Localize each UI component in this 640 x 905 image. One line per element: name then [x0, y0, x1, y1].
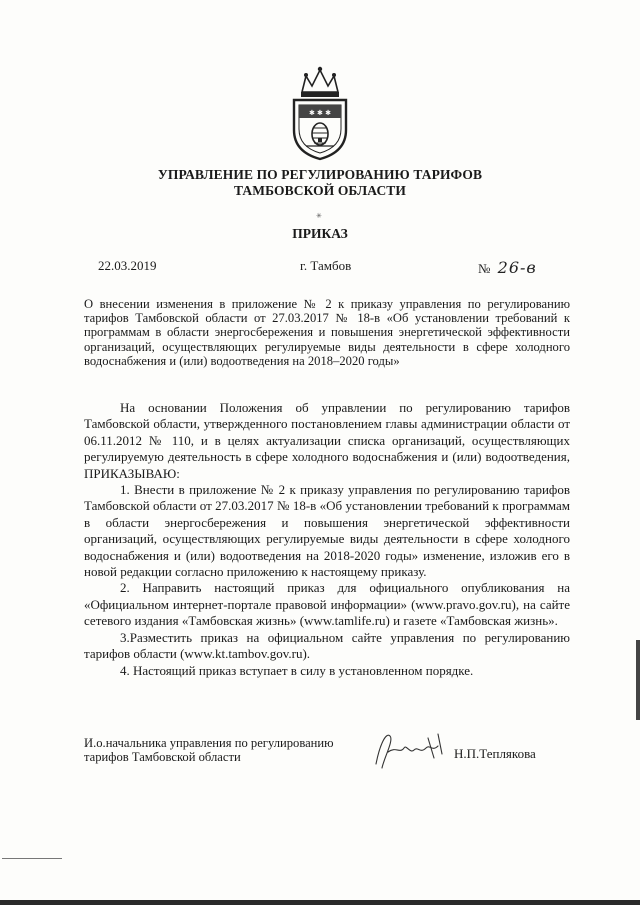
scan-mark: ✳: [316, 212, 322, 220]
tambov-coat-of-arms-icon: [288, 62, 352, 162]
org-name-line2: ТАМБОВСКОЙ ОБЛАСТИ: [233, 183, 407, 198]
body-item-1: 1. Внести в приложение № 2 к приказу управления по регулированию тарифов Тамбовской области от 27.03.2017 № 18-в «Об установлении требований к программам в области энергосбережения и повышения энергетической эффективности организаций, осуществляющих регулируемые виды деятельности в сфере холодного водоснабжения и (или) водоотведения на 2018-2020 годы» изменение, изложив его в новой редакции согласно приложению к настоящему приказу.: [84, 482, 570, 580]
order-city: г. Тамбов: [300, 258, 352, 273]
document-title: ПРИКАЗ: [292, 226, 348, 241]
body-item-4: 4. Настоящий приказ вступает в силу в установленном порядке.: [120, 662, 474, 678]
signatory-position-line2: тарифов Тамбовской области: [84, 750, 241, 764]
signatory-position-line1: И.о.начальника управления по регулированию: [84, 736, 334, 750]
signatory-name: Н.П.Теплякова: [454, 746, 536, 761]
svg-text:✱ ✱ ✱: ✱ ✱ ✱: [308, 109, 332, 117]
org-name-line1: УПРАВЛЕНИЕ ПО РЕГУЛИРОВАНИЮ ТАРИФОВ: [157, 167, 483, 182]
order-subject: О внесении изменения в приложение № 2 к приказу управления по регулированию тарифов Тамбовской области от 27.03.2017 № 18-в «Об установлении требований к программам в области энергосбережения и повышения энергетической эффективности организаций, осуществляющих регулируемые виды деятельности в сфере холодного водоснабжения и (или) водоотведения на 2018–2020 годы»: [84, 297, 570, 368]
order-number-handwritten: 26-в: [497, 258, 537, 277]
body-item-2: 2. Направить настоящий приказ для официального опубликования на «Официальном интернет-портале правовой информации» (www.pravo.gov.ru), на сайте сетевого издания «Тамбовская жизнь» (www.tamlife.ru) и газете «Тамбовская жизнь».: [84, 580, 570, 629]
scan-edge-right: [636, 640, 640, 720]
handwritten-signature-icon: [370, 724, 450, 774]
order-number: [478, 258, 537, 277]
scan-edge-bottom: [0, 900, 640, 905]
signatory-position: [84, 736, 334, 764]
body-item-3: 3.Разместить приказ на официальном сайте управления по регулированию тарифов области (www.kt.tambov.gov.ru).: [84, 629, 570, 662]
body-intro: На основании Положения об управлении по регулированию тарифов Тамбовской области, утвержденного постановлением главы администрации области от 06.11.2012 № 110, и в целях актуализации списка организаций, осуществляющих регулируемую деятельность в сфере холодного водоснабжения и (или) водоотведения, ПРИКАЗЫВАЮ:: [84, 400, 570, 481]
order-number-prefix: №: [478, 261, 491, 276]
order-date: 22.03.2019: [98, 258, 157, 273]
order-body: [84, 400, 570, 679]
margin-line: [2, 858, 62, 859]
